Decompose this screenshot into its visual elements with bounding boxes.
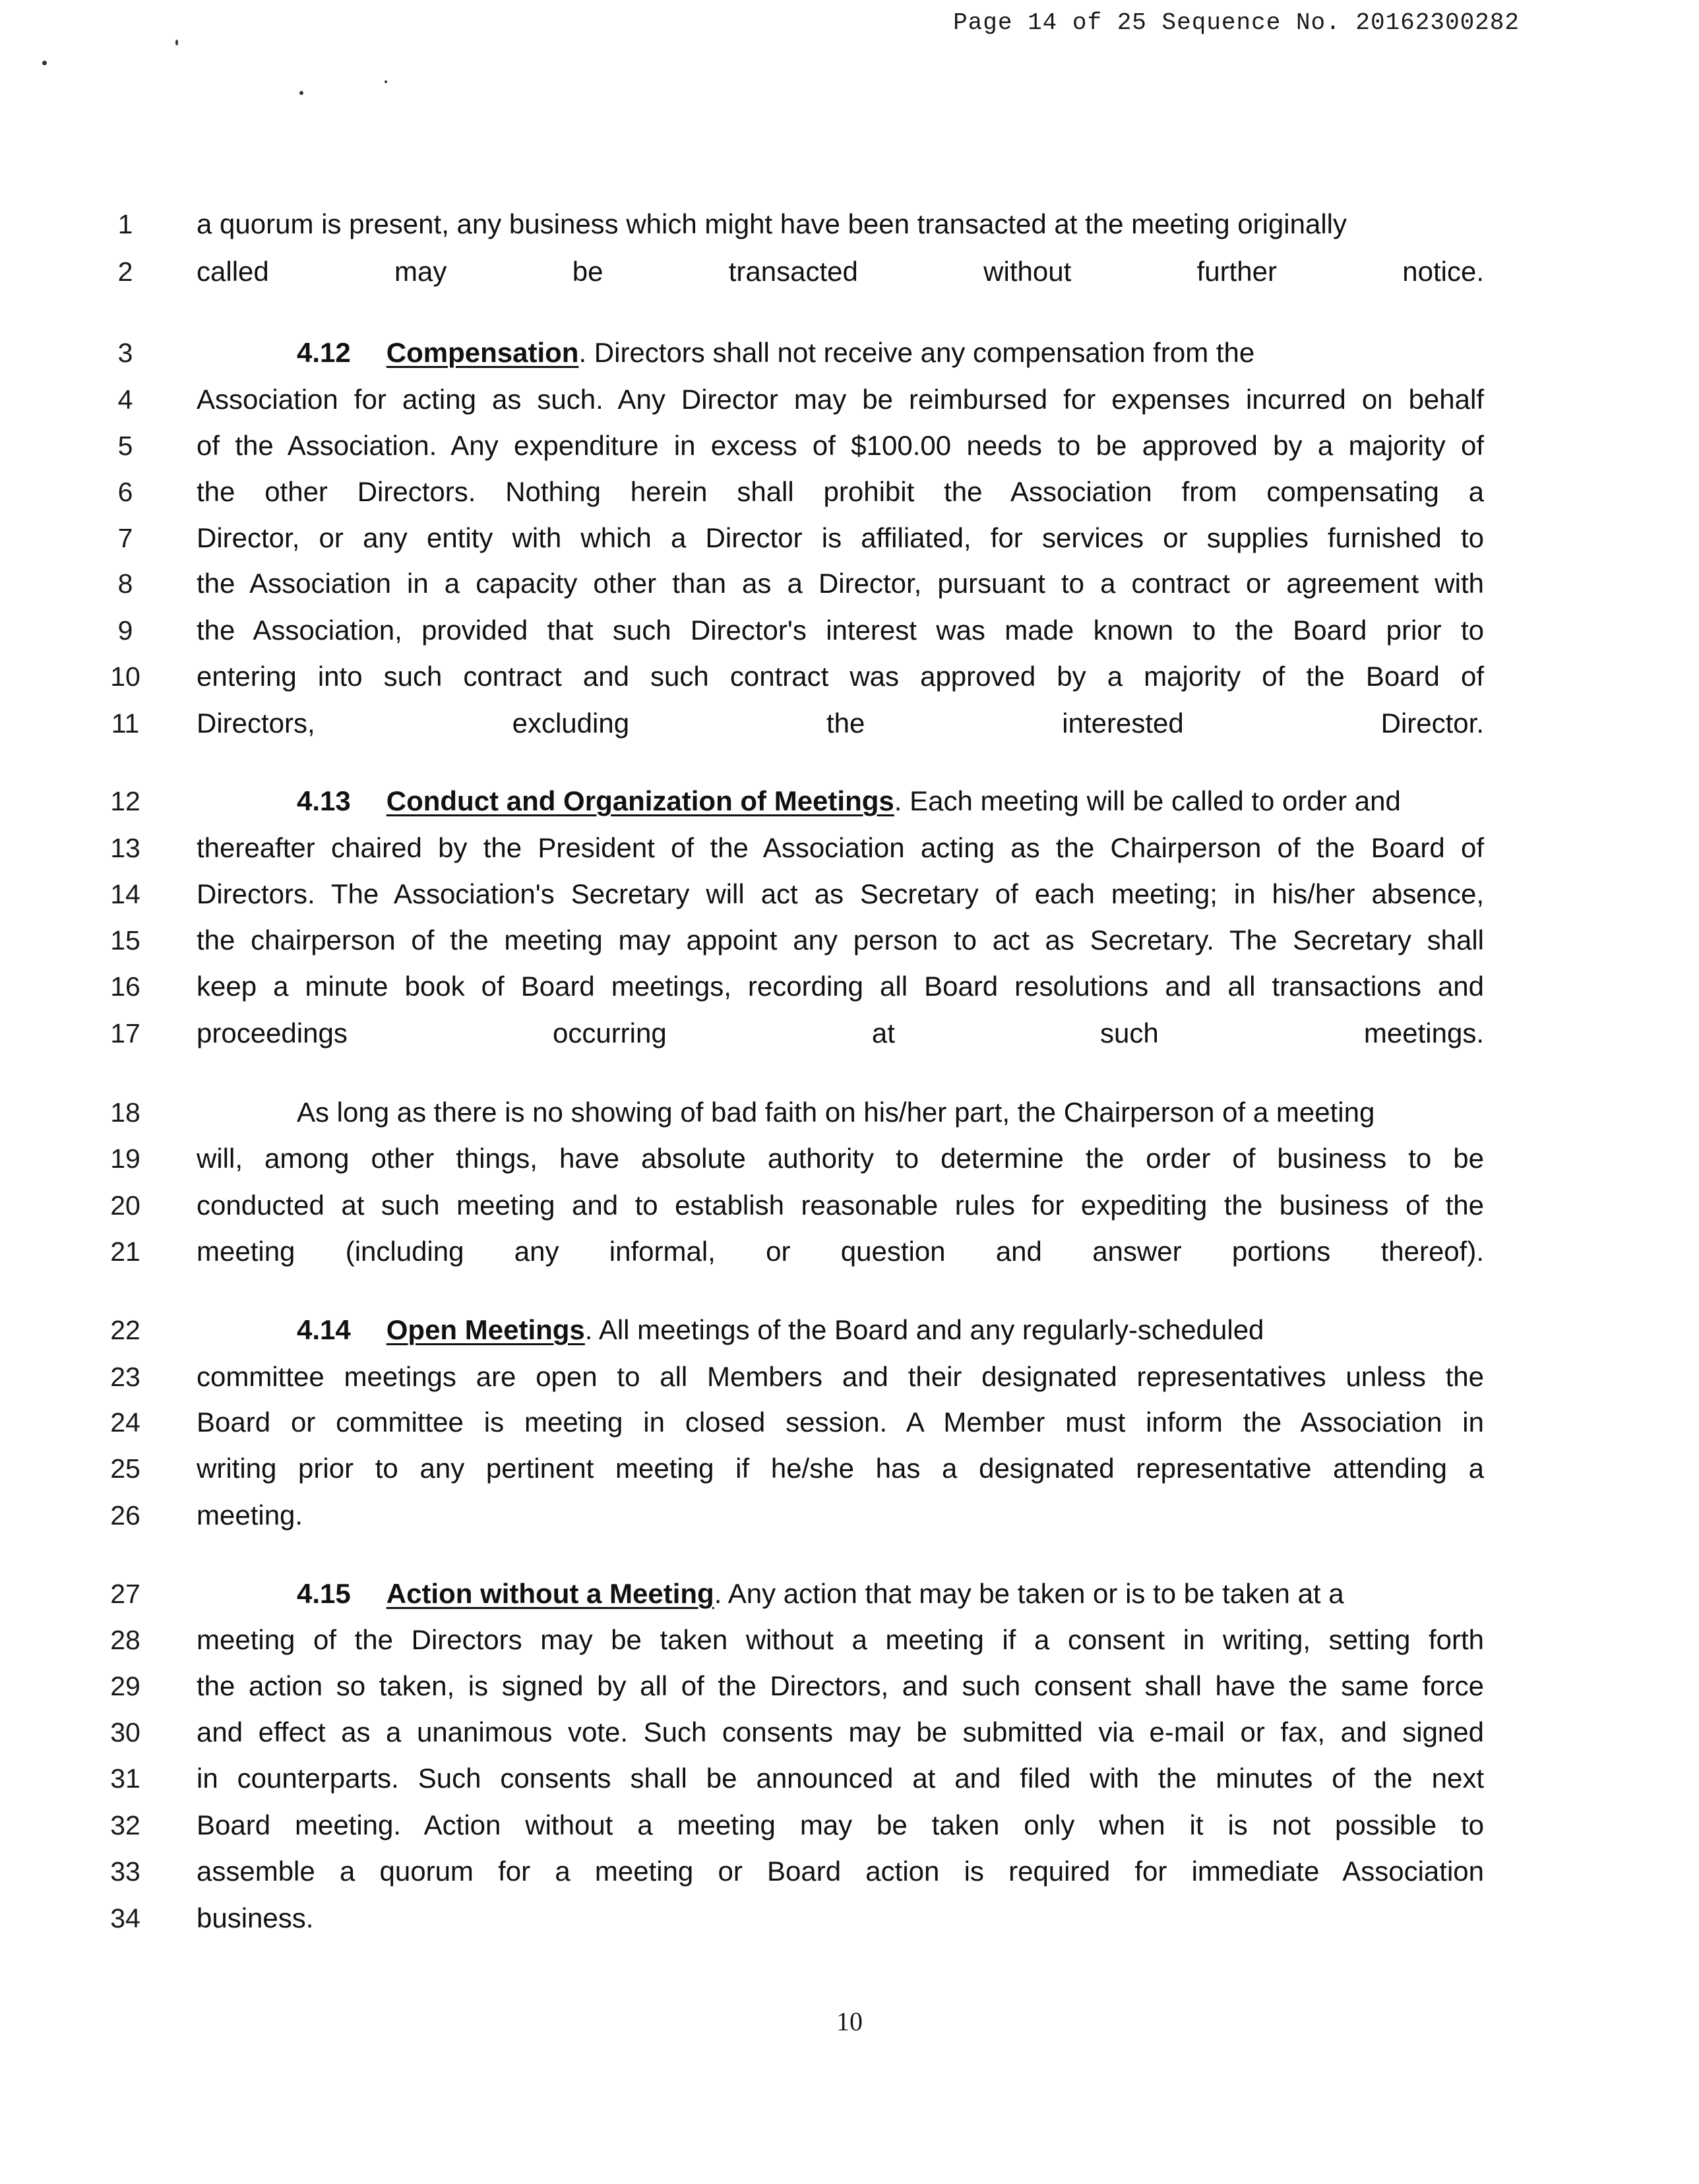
document-line (0, 1445, 1699, 1492)
section-text: . Directors shall not receive any compensation from the (578, 337, 1255, 368)
document-line (0, 825, 1699, 871)
line-number: 7 (117, 523, 133, 553)
section-number: 4.14 (297, 1314, 351, 1345)
line-number: 1 (117, 209, 133, 239)
paragraph-text: a quorum is present, any business which might have been transacted at the meeting originally (197, 208, 1347, 239)
line-text (197, 377, 1484, 423)
document-line (0, 1010, 1699, 1056)
paragraph-text: Director, or any entity with which a Director is affiliated, for services or supplies furnished to (197, 522, 1484, 553)
line-text (197, 469, 1484, 515)
line-text (197, 423, 1484, 469)
line-number: 18 (110, 1097, 140, 1128)
paragraph-text: assemble a quorum for a meeting or Board action is required for immediate Association (197, 1856, 1484, 1887)
line-number: 6 (117, 477, 133, 507)
line-text (297, 330, 1484, 376)
document-line (0, 963, 1699, 1010)
document-line (0, 1492, 1699, 1538)
document-line (0, 1136, 1699, 1182)
document-line (0, 515, 1699, 561)
line-number: 31 (110, 1763, 140, 1794)
document-line (0, 1663, 1699, 1709)
line-number: 21 (110, 1236, 140, 1267)
line-number: 15 (110, 925, 140, 956)
line-text (197, 825, 1484, 871)
section-heading: Open Meetings (386, 1314, 585, 1345)
paragraph-text: Directors, excluding the interested Director. (197, 708, 1484, 739)
line-number: 2 (117, 257, 133, 287)
line-text (297, 778, 1484, 824)
line-text (197, 1399, 1484, 1445)
line-number: 11 (111, 708, 140, 739)
page-number: 10 (836, 2007, 863, 2036)
paragraph-text: committee meetings are open to all Members and their designated representatives unless the (197, 1361, 1484, 1392)
document-line (0, 469, 1699, 515)
line-number: 25 (110, 1453, 140, 1484)
line-text (197, 1182, 1484, 1228)
paragraph-text: the action so taken, is signed by all of the Directors, and such consent shall have the same force (197, 1670, 1484, 1701)
line-text (197, 653, 1484, 700)
scan-speck (175, 40, 178, 46)
paragraph-text: will, among other things, have absolute authority to determine the order of business to be (197, 1143, 1484, 1174)
line-number: 3 (117, 338, 133, 368)
document-line (0, 423, 1699, 469)
scan-speck (385, 80, 387, 83)
document-line (0, 1571, 1699, 1617)
document-line (0, 330, 1699, 376)
line-text (197, 1848, 1484, 1895)
document-line (0, 700, 1699, 746)
paragraph-text: meeting. (197, 1500, 303, 1531)
line-number: 9 (117, 615, 133, 646)
document-line (0, 1089, 1699, 1136)
paragraph-text: keep a minute book of Board meetings, recording all Board resolutions and all transactions and (197, 971, 1484, 1002)
line-number: 29 (110, 1671, 140, 1701)
section-text: . All meetings of the Board and any regularly-scheduled (584, 1314, 1264, 1345)
line-text (197, 1709, 1484, 1755)
paragraph-text: in counterparts. Such consents shall be announced at and filed with the minutes of the next (197, 1763, 1484, 1794)
paragraph-text: thereafter chaired by the President of the Association acting as the Chairperson of the Board of (197, 832, 1484, 863)
section-number: 4.12 (297, 337, 351, 368)
line-text (197, 249, 1484, 295)
line-text (197, 1755, 1484, 1802)
line-number: 22 (110, 1315, 140, 1345)
document-line (0, 1755, 1699, 1802)
line-text (197, 1228, 1484, 1275)
line-text (197, 201, 1484, 247)
line-number: 8 (117, 568, 133, 599)
document-line (0, 1182, 1699, 1228)
section-number: 4.15 (297, 1578, 351, 1609)
paragraph-text: conducted at such meeting and to establish reasonable rules for expediting the business of the (197, 1190, 1484, 1221)
line-text (197, 1354, 1484, 1400)
document-line (0, 1802, 1699, 1848)
line-number: 30 (110, 1717, 140, 1747)
line-text (297, 1571, 1484, 1617)
paragraph-text: of the Association. Any expenditure in excess of $100.00 needs to be approved by a majority of (197, 430, 1484, 461)
line-number: 10 (110, 661, 140, 692)
line-number: 33 (110, 1856, 140, 1887)
fax-header-stamp: Page 14 of 25 Sequence No. 20162300282 (953, 9, 1520, 36)
line-number: 28 (110, 1625, 140, 1655)
scan-speck (42, 61, 47, 65)
line-text (197, 1136, 1484, 1182)
line-number: 13 (110, 833, 140, 863)
section-number: 4.13 (297, 785, 351, 816)
paragraph-text: entering into such contract and such contract was approved by a majority of the Board of (197, 661, 1484, 692)
line-text (197, 700, 1484, 746)
document-line (0, 1617, 1699, 1663)
line-text (197, 1895, 1484, 1941)
line-text (197, 607, 1484, 653)
line-number: 27 (110, 1579, 140, 1609)
line-number: 32 (110, 1810, 140, 1840)
line-number: 34 (110, 1903, 140, 1933)
line-number: 24 (110, 1407, 140, 1438)
line-text (197, 917, 1484, 963)
document-line (0, 1354, 1699, 1400)
paragraph-text: the Association in a capacity other than as a Director, pursuant to a contract or agreement with (197, 568, 1484, 599)
line-text (197, 1445, 1484, 1492)
document-line (0, 917, 1699, 963)
document-line (0, 1895, 1699, 1941)
section-heading: Conduct and Organization of Meetings (386, 785, 894, 816)
paragraph-text: Association for acting as such. Any Director may be reimbursed for expenses incurred on behalf (197, 384, 1484, 415)
line-text (197, 1617, 1484, 1663)
scan-speck (299, 91, 303, 95)
line-text (197, 1010, 1484, 1056)
section-text: . Each meeting will be called to order and (894, 785, 1401, 816)
document-line (0, 607, 1699, 653)
paragraph-text: Directors. The Association's Secretary will act as Secretary of each meeting; in his/her absence, (197, 878, 1484, 909)
line-text (297, 1307, 1484, 1353)
paragraph-text: business. (197, 1902, 314, 1933)
section-heading: Compensation (386, 337, 579, 368)
line-number: 17 (110, 1018, 140, 1048)
document-line (0, 1709, 1699, 1755)
line-text (197, 1802, 1484, 1848)
document-line (0, 377, 1699, 423)
paragraph-text: Board or committee is meeting in closed session. A Member must inform the Association in (197, 1407, 1484, 1438)
line-number: 16 (110, 971, 140, 1002)
line-text (197, 515, 1484, 561)
document-line (0, 201, 1699, 247)
line-text (197, 871, 1484, 917)
line-text (197, 963, 1484, 1010)
line-number: 14 (110, 879, 140, 909)
document-line (0, 561, 1699, 607)
line-number: 23 (110, 1362, 140, 1392)
document-line (0, 1399, 1699, 1445)
line-number: 4 (117, 384, 133, 415)
paragraph-text: called may be transacted without further notice. (197, 256, 1484, 287)
line-text (297, 1089, 1484, 1136)
section-heading: Action without a Meeting (386, 1578, 714, 1609)
paragraph-text: the Association, provided that such Director's interest was made known to the Board prior to (197, 615, 1484, 646)
paragraph-text: writing prior to any pertinent meeting if he/she has a designated representative attending a (197, 1453, 1484, 1484)
paragraph-text: proceedings occurring at such meetings. (197, 1017, 1484, 1048)
document-line (0, 1307, 1699, 1353)
paragraph-text: meeting of the Directors may be taken without a meeting if a consent in writing, setting forth (197, 1624, 1484, 1655)
line-text (197, 1492, 1484, 1538)
document-line (0, 778, 1699, 824)
paragraph-text: the other Directors. Nothing herein shall prohibit the Association from compensating a (197, 476, 1484, 507)
paragraph-text: As long as there is no showing of bad faith on his/her part, the Chairperson of a meeting (297, 1097, 1375, 1128)
document-line (0, 1228, 1699, 1275)
section-text: . Any action that may be taken or is to be taken at a (714, 1578, 1344, 1609)
line-number: 5 (117, 431, 133, 461)
line-number: 26 (110, 1500, 140, 1531)
line-number: 12 (110, 786, 140, 816)
document-line (0, 653, 1699, 700)
paragraph-text: meeting (including any informal, or question and answer portions thereof). (197, 1236, 1484, 1267)
line-text (197, 561, 1484, 607)
document-line (0, 1848, 1699, 1895)
line-number: 19 (110, 1143, 140, 1174)
document-line (0, 249, 1699, 295)
line-text (197, 1663, 1484, 1709)
paragraph-text: Board meeting. Action without a meeting may be taken only when it is not possible to (197, 1809, 1484, 1840)
paragraph-text: the chairperson of the meeting may appoint any person to act as Secretary. The Secretary shall (197, 925, 1484, 956)
paragraph-text: and effect as a unanimous vote. Such consents may be submitted via e-mail or fax, and signed (197, 1716, 1484, 1747)
document-line (0, 871, 1699, 917)
line-number: 20 (110, 1190, 140, 1221)
